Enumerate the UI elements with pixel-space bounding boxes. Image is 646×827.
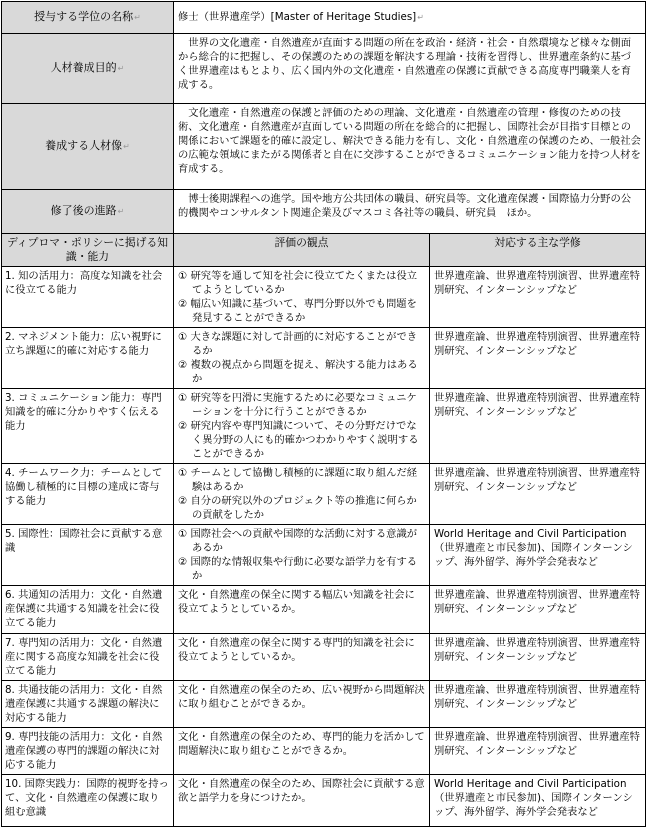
courses-text: 世界遺産論、世界遺産特別演習、世界遺産特別研究、インターンシップなど — [434, 589, 640, 615]
criteria-item: ② 国際的な情報収集や行動に必要な語学力を有するか — [178, 556, 418, 582]
table-row — [2, 389, 646, 464]
table-row — [2, 464, 646, 525]
ability-text: 8. 共通技能の活用力：文化・自然遺産保護に共通する課題の解決に対応する能力 — [5, 684, 163, 724]
criteria-cell — [174, 328, 430, 389]
profile-row — [2, 104, 646, 190]
career-row — [2, 190, 646, 234]
criteria-item: ② 自分の研究以外のプロジェクト等の推進に何らかの貢献をしたか — [178, 495, 417, 521]
criteria-cell — [174, 775, 430, 827]
courses-cell — [430, 634, 646, 681]
degree-name-row — [2, 2, 646, 34]
criteria-item: 文化・自然遺産の保全のため、専門的能力を活かして問題解決に取り組むことができるか。 — [178, 731, 425, 757]
degree-name-label: 授与する学位の名称↵ — [2, 2, 174, 34]
career-value: 博士後期課程への進学。国や地方公共団体の職員、研究員等。文化遺産保護・国際協力分野の公的機関やコンサルタント関連企業及びマスコミ各社等の職員、研究員 ほか。 — [174, 190, 646, 234]
criteria-item: 文化・自然遺産の保全のため、広い視野から問題解決に取り組むことができるか。 — [178, 684, 425, 710]
criteria-item: ② 複数の視点から問題を捉え、解決する能力はあるか — [178, 359, 418, 385]
table-row — [2, 728, 646, 775]
table-row — [2, 328, 646, 389]
criteria-cell — [174, 389, 430, 464]
criteria-item: ① 研究等を通して知を社会に役立てたくまたは役立てようとしているか — [178, 270, 418, 296]
ability-text: 7. 専門知の活用力：文化・自然遺産に関する高度な知識を社会に役立てる能力 — [5, 637, 163, 677]
courses-cell — [430, 775, 646, 827]
courses-text: World Heritage and Civil Participation（世界遺産と市民参加)、国際インターンシップ、海外留学、海外学会発表など — [434, 528, 633, 568]
header-courses: 対応する主な学修 — [430, 234, 646, 267]
ability-cell — [2, 328, 174, 389]
courses-text: 世界遺産論、世界遺産特別演習、世界遺産特別研究、インターンシップなど — [434, 684, 640, 710]
criteria-item: 文化・自然遺産の保全に関する幅広い知識を社会に役立てようとしているか。 — [178, 589, 415, 615]
courses-text: 世界遺産論、世界遺産特別演習、世界遺産特別研究、インターンシップなど — [434, 270, 640, 296]
ability-text: 1. 知の活用力：高度な知識を社会に役立てる能力 — [5, 270, 163, 296]
courses-text: 世界遺産論、世界遺産特別演習、世界遺産特別研究、インターンシップなど — [434, 467, 640, 493]
criteria-item: ① 大きな課題に対して計画的に対応することができるか — [178, 331, 418, 357]
criteria-cell — [174, 728, 430, 775]
table-row — [2, 586, 646, 634]
degree-name-value: 修士（世界遺産学）[Master of Heritage Studies]↵ — [174, 2, 646, 34]
courses-text: 世界遺産論、世界遺産特別演習、世界遺産特別研究、インターンシップなど — [434, 637, 640, 663]
ability-cell — [2, 728, 174, 775]
ability-text: 5. 国際性：国際社会に貢献する意識 — [5, 528, 163, 554]
criteria-item: 文化・自然遺産の保全のため、国際社会に貢献する意欲と語学力を身につけたか。 — [178, 778, 425, 804]
criteria-cell — [174, 525, 430, 586]
courses-cell — [430, 267, 646, 328]
criteria-cell — [174, 464, 430, 525]
return-mark-icon: ↵ — [134, 13, 141, 22]
purpose-label: 人材養成目的↵ — [2, 34, 174, 104]
criteria-cell — [174, 267, 430, 328]
header-ability: ディプロマ・ポリシーに掲げる知識・能力 — [2, 234, 174, 267]
header-criteria: 評価の観点 — [174, 234, 430, 267]
courses-text: 世界遺産論、世界遺産特別演習、世界遺産特別研究、インターンシップなど — [434, 331, 640, 357]
courses-cell — [430, 389, 646, 464]
courses-cell — [430, 525, 646, 586]
ability-cell — [2, 586, 174, 634]
courses-cell — [430, 328, 646, 389]
purpose-row — [2, 34, 646, 104]
courses-text: World Heritage and Civil Participation（世界遺産と市民参加)、国際インターンシップ、海外留学、海外学会発表など — [434, 778, 633, 818]
ability-cell — [2, 681, 174, 728]
courses-cell — [430, 586, 646, 634]
ability-text: 6. 共通知の活用力：文化・自然遺産保護に共通する知識を社会に役立てる能力 — [5, 589, 163, 629]
ability-text: 3. コミュニケーション能力：専門知識を的確に分かりやすく伝える能力 — [5, 392, 162, 432]
return-mark-icon: ↵ — [117, 64, 125, 73]
table-row — [2, 634, 646, 681]
courses-cell — [430, 681, 646, 728]
ability-cell — [2, 267, 174, 328]
criteria-cell — [174, 586, 430, 634]
diploma-policy-rows — [2, 267, 646, 827]
courses-cell — [430, 728, 646, 775]
return-mark-icon: ↵ — [117, 207, 125, 216]
criteria-item: 文化・自然遺産の保全に関する専門的知識を社会に役立てようとしているか。 — [178, 637, 415, 663]
courses-text: 世界遺産論、世界遺産特別演習、世界遺産特別研究、インターンシップなど — [434, 392, 640, 418]
table-row — [2, 525, 646, 586]
table-row — [2, 775, 646, 827]
return-mark-icon: ↵ — [417, 13, 424, 22]
ability-cell — [2, 464, 174, 525]
ability-text: 10. 国際実践力：国際的視野を持って、文化・自然遺産の保護に取り組む意識 — [5, 778, 169, 818]
career-label: 修了後の進路↵ — [2, 190, 174, 234]
criteria-cell — [174, 681, 430, 728]
ability-text: 4. チームワーク力：チームとして協働し積極的に目標の達成に寄与する能力 — [5, 467, 163, 507]
profile-label: 養成する人材像↵ — [2, 104, 174, 190]
degree-info-table — [1, 1, 646, 827]
return-mark-icon: ↵ — [123, 142, 130, 151]
courses-text: 世界遺産論、世界遺産特別演習、世界遺産特別研究、インターンシップなど — [434, 731, 640, 757]
ability-cell — [2, 634, 174, 681]
criteria-item: ① 研究等を円滑に実施するために必要なコミュニケーションを十分に行うことができるか — [178, 392, 417, 418]
table-row — [2, 267, 646, 328]
ability-cell — [2, 389, 174, 464]
ability-text: 9. 専門技能の活用力：文化・自然遺産保護の専門的課題の解決に対応する能力 — [5, 731, 163, 771]
table-header-row — [2, 234, 646, 267]
courses-cell — [430, 464, 646, 525]
criteria-item: ① チームとして協働し積極的に課題に取り組んだ経験はあるか — [178, 467, 418, 493]
ability-text: 2. マネジメント能力：広い視野に立ち課題に的確に対応する能力 — [5, 331, 162, 357]
profile-value: 文化遺産・自然遺産の保護と評価のための理論、文化遺産・自然遺産の管理・修復のための技術、文化遺産・自然遺産が直面している問題の所在を総合的に把握し、国際社会が目指す目標との関係において課題を的確に設定し、解決できる能力を有し、文化・自然遺産の保護のため、一般社会の広範な領域にまたがる関係者と自在に交渉することができるコミュニケーション能力を持つ人材を育成する。 — [174, 104, 646, 190]
purpose-value: 世界の文化遺産・自然遺産が直面する問題の所在を政治・経済・社会・自然環境など様々な側面から総合的に把握し、その保護のための課題を解決する理論・技術を習得し、世界遺産条約に基づく世界遺産はもとより、広く国内外の文化遺産・自然遺産の保護に貢献できる高度専門職業人を育成する。 — [174, 34, 646, 104]
criteria-item: ① 国際社会への貢献や国際的な活動に対する意識があるか — [178, 528, 418, 554]
table-row — [2, 681, 646, 728]
ability-cell — [2, 525, 174, 586]
ability-cell — [2, 775, 174, 827]
criteria-item: ② 研究内容や専門知識について、その分野だけでなく異分野の人にも的確かつわかりやすく説明することができるか — [178, 420, 419, 460]
criteria-cell — [174, 634, 430, 681]
criteria-item: ② 幅広い知識に基づいて、専門分野以外でも問題を発見することができるか — [178, 298, 417, 324]
